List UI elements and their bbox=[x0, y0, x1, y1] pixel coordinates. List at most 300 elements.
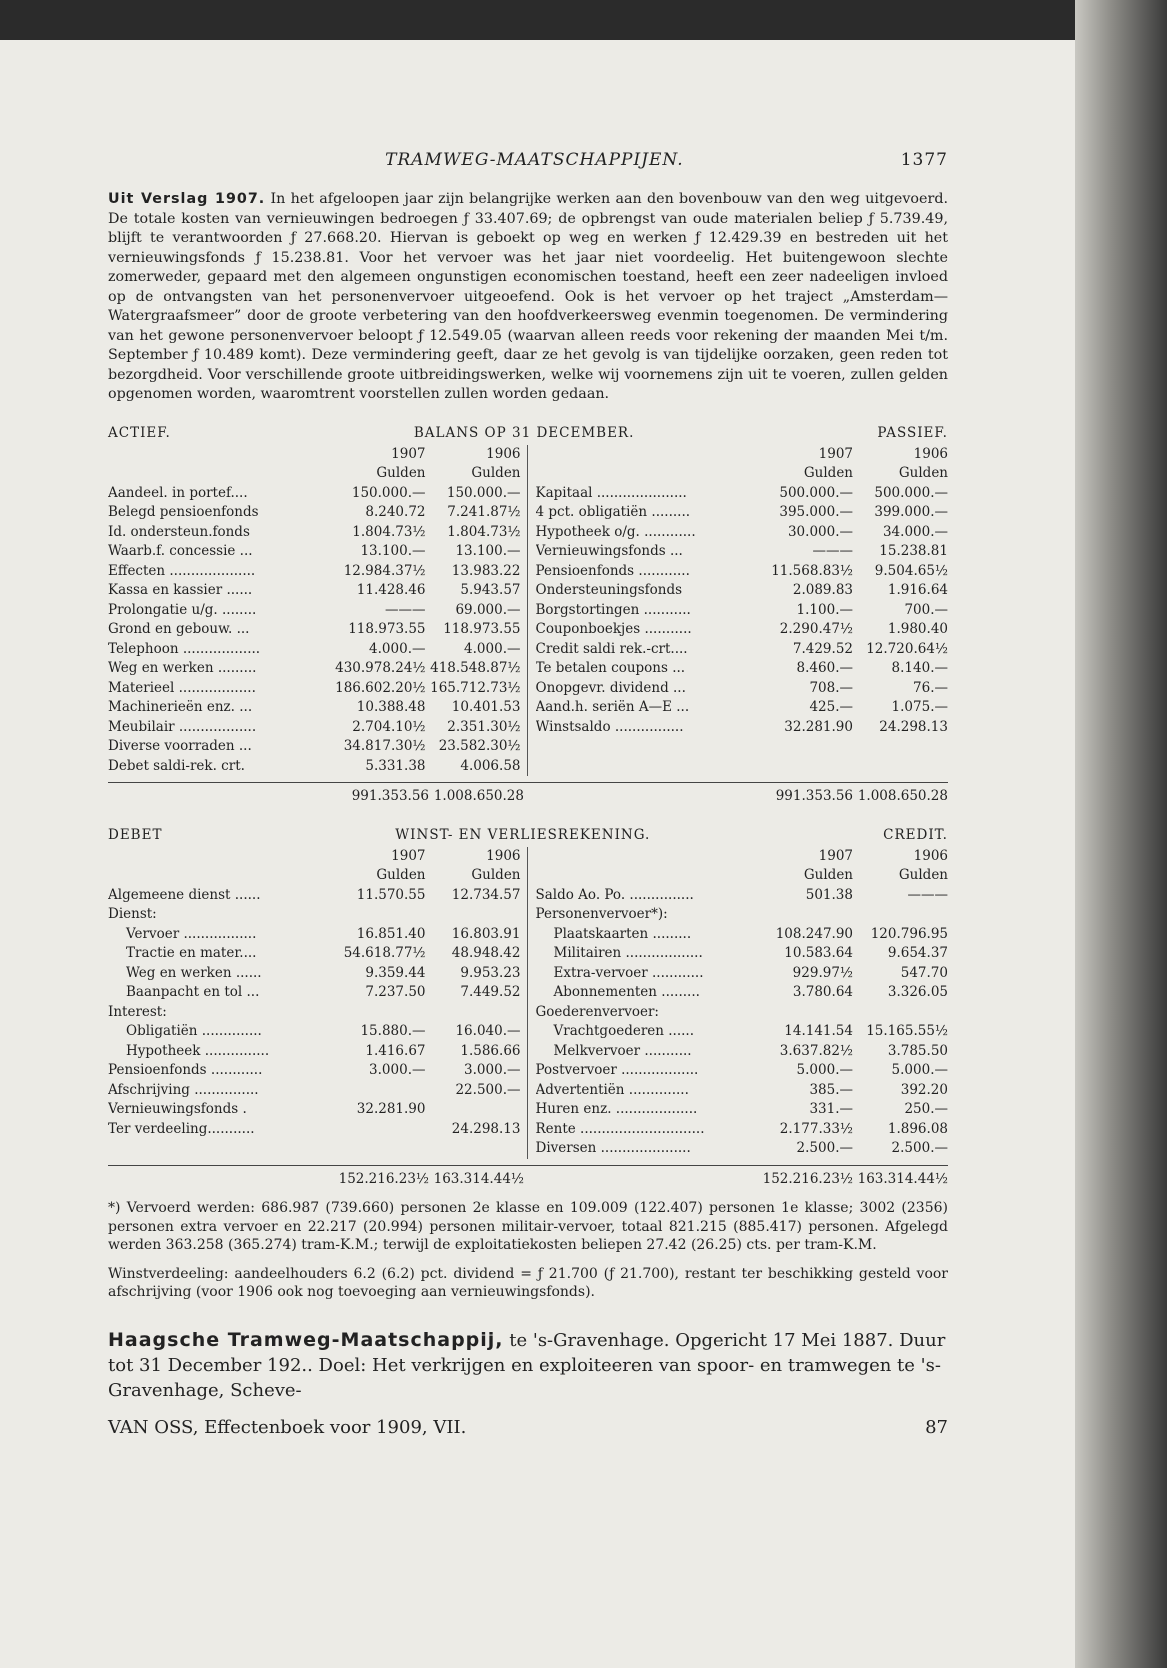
value-1906: 10.401.53 bbox=[451, 699, 521, 715]
value-1906: 7.449.52 bbox=[460, 984, 521, 1000]
value-1907 bbox=[331, 1120, 426, 1140]
footnote: *) Vervoerd werden: 686.987 (739.660) personen 2e klasse en 109.009 (122.407) personen 1e klasse; 3002 (2356) personen extra vervoer en 22.217 (20.994) personen militair-vervoer, totaal 821.215 (885.417) personen. Afgelegd werden 363.258 (365.274) tram-K.M.; terwijl de exploitatiekosten beliepen 27.42 (26.25) cts. per tram-K.M. bbox=[108, 1200, 948, 1253]
value-1906 bbox=[426, 1100, 521, 1120]
spacer bbox=[108, 1170, 334, 1190]
table-row bbox=[536, 659, 949, 679]
value-1907: 385.— bbox=[809, 1081, 853, 1098]
total-1906: 1.008.650.28 bbox=[433, 788, 524, 804]
value-1907: 11.570.55 bbox=[356, 886, 426, 903]
value-1906: 15.165.55½ bbox=[866, 1023, 948, 1039]
row-label: Hypotheek ............... bbox=[126, 1042, 270, 1059]
year-1906: 1906 bbox=[913, 445, 948, 462]
table-row bbox=[108, 484, 521, 504]
table-row bbox=[536, 1139, 949, 1159]
balance-totals bbox=[108, 782, 948, 807]
value-1906: 24.298.13 bbox=[451, 1120, 521, 1137]
value-1907: ——— bbox=[385, 601, 426, 618]
value-1907: 186.602.20½ bbox=[335, 679, 426, 696]
row-label: Debet saldi-rek. crt. bbox=[108, 757, 245, 774]
value-1906: 5.000.— bbox=[891, 1062, 948, 1078]
row-label: Melkvervoer ........... bbox=[553, 1042, 692, 1059]
row-label: Vervoer ................. bbox=[126, 925, 257, 942]
row-label: Abonnementen ......... bbox=[553, 984, 700, 1000]
row-label: Id. ondersteun.fonds bbox=[108, 523, 250, 540]
year-header bbox=[108, 445, 521, 465]
debet-title: DEBET bbox=[108, 826, 163, 843]
value-1907: 34.817.30½ bbox=[343, 738, 426, 754]
table-row bbox=[108, 737, 521, 757]
table-row bbox=[108, 542, 521, 562]
value-1907: 2.290.47½ bbox=[779, 621, 853, 637]
row-label: Weg en werken ......... bbox=[108, 660, 257, 676]
value-1907: 5.000.— bbox=[796, 1062, 853, 1078]
row-label: Rente ............................. bbox=[535, 1120, 705, 1137]
value-1907: 7.237.50 bbox=[365, 984, 426, 1000]
passief-column bbox=[528, 445, 949, 777]
table-row bbox=[108, 659, 521, 679]
value-1906 bbox=[426, 905, 521, 925]
spacer bbox=[108, 464, 331, 484]
row-label: Aand.h. seriën A—E ... bbox=[535, 699, 690, 715]
table-row bbox=[108, 886, 521, 906]
company-text: te 's-Gravenhage. Opgericht 17 Mei 1887. Duur tot 31 December 192.. Doel: Het verkrijgen en exploiteeren van spoor- en tramwegen te 's-Gravenhage, Scheve- bbox=[108, 1329, 946, 1401]
value-1906: 7.241.87½ bbox=[447, 504, 521, 520]
table-row bbox=[536, 1081, 949, 1101]
year-1907: 1907 bbox=[818, 847, 853, 864]
value-1907: 54.618.77½ bbox=[343, 945, 426, 961]
value-1907: 108.247.90 bbox=[775, 925, 853, 942]
row-label: Vernieuwingsfonds . bbox=[108, 1101, 247, 1117]
row-label: Obligatiën .............. bbox=[126, 1023, 262, 1039]
spacer bbox=[532, 1170, 758, 1190]
row-label: Personenvervoer*): bbox=[535, 906, 668, 922]
table-row bbox=[108, 1022, 521, 1042]
value-1907 bbox=[758, 905, 853, 925]
total-left bbox=[108, 787, 524, 807]
row-label: Telephoon .................. bbox=[108, 640, 261, 657]
credit-column bbox=[528, 847, 949, 1159]
row-label: Vrachtgoederen ...... bbox=[553, 1023, 694, 1039]
table-row bbox=[108, 757, 521, 777]
footer-source: VAN OSS, Effectenboek voor 1909, VII. bbox=[108, 1416, 467, 1438]
table-row bbox=[108, 640, 521, 660]
unit-header bbox=[536, 866, 949, 886]
value-1906: 3.326.05 bbox=[887, 984, 948, 1000]
table-row bbox=[536, 620, 949, 640]
value-1907: 331.— bbox=[809, 1101, 853, 1117]
table-row bbox=[536, 905, 949, 925]
value-1907: 10.583.64 bbox=[784, 945, 853, 961]
value-1906: 3.785.50 bbox=[887, 1042, 948, 1059]
value-1906: 9.953.23 bbox=[460, 964, 521, 981]
row-label: Afschrijving ............... bbox=[108, 1081, 259, 1098]
row-label: Borgstortingen ........... bbox=[535, 601, 691, 618]
value-1906: 392.20 bbox=[900, 1081, 948, 1098]
value-1906: 5.943.57 bbox=[460, 582, 521, 598]
table-row bbox=[108, 964, 521, 984]
unit-label: Gulden bbox=[803, 867, 853, 883]
footer-number: 87 bbox=[925, 1416, 948, 1438]
row-label: Hypotheek o/g. ............ bbox=[535, 523, 696, 540]
table-row bbox=[108, 944, 521, 964]
value-1907: 8.240.72 bbox=[365, 504, 426, 520]
table-row bbox=[536, 1042, 949, 1062]
value-1906: 500.000.— bbox=[874, 484, 948, 501]
value-1906: 2.500.— bbox=[891, 1140, 948, 1156]
value-1906: 1.980.40 bbox=[887, 621, 948, 637]
row-label: Advertentiën .............. bbox=[535, 1081, 689, 1098]
table-row bbox=[536, 698, 949, 718]
value-1906: 34.000.— bbox=[882, 523, 948, 540]
value-1906: 12.734.57 bbox=[451, 886, 521, 903]
year-1906: 1906 bbox=[486, 445, 521, 462]
table-row bbox=[536, 562, 949, 582]
table-row bbox=[536, 983, 949, 1003]
value-1907: 1.100.— bbox=[796, 601, 853, 618]
row-label: Pensioenfonds ............ bbox=[535, 562, 690, 579]
table-row bbox=[108, 601, 521, 621]
value-1907: 2.704.10½ bbox=[352, 718, 426, 735]
table-row bbox=[536, 1022, 949, 1042]
table-row bbox=[536, 1120, 949, 1140]
value-1907: 1.804.73½ bbox=[352, 523, 426, 540]
debet-column bbox=[108, 847, 528, 1159]
spacer bbox=[536, 464, 759, 484]
intro-text: In het afgeloopen jaar zijn belangrijke werken aan den bovenbouw van den weg uitgevoerd. De totale kosten van vernieuwingen bedroegen ƒ 33.407.69; de opbrengst van oude materialen beliep ƒ 5.739.49, blijft te verantwoorden ƒ 27.668.20. Hiervan is geboekt op weg en werken ƒ 12.429.39 en bestreden uit het vernieuwingsfonds ƒ 15.238.81. Voor het vervoer was het jaar niet voordeelig. Het buitengewoon slechte zomerweder, gepaard met den algemeen ongunstigen economischen toestand, heeft een zeer nadeeligen invloed op de ontvangsten van het personenvervoer uitgeoefend. Ook is het vervoer op het traject „Amsterdam—Watergraafsmeer” door de groote verbetering van den hoofdverkeersweg evenmin toegenomen. De vermindering van het gewone personenvervoer beloopt ƒ 12.549.05 (waarvan alleen reeds voor rekening der maanden Mei t/m. September ƒ 10.489 komt). Deze vermindering geeft, daar ze het gevolg is van tijdelijke oorzaken, geen reden tot bezorgdheid. Voor verschillende groote uitbreidingswerken, welke wij voornemens zijn uit te voeren, zullen gelden opgenomen worden, waaromtrent voorstellen zullen worden gedaan. bbox=[108, 191, 949, 402]
unit-label: Gulden bbox=[471, 465, 521, 481]
value-1907: 2.089.83 bbox=[792, 582, 853, 598]
value-1907 bbox=[758, 1003, 853, 1023]
row-label: Postvervoer .................. bbox=[535, 1062, 699, 1078]
value-1906: 3.000.— bbox=[464, 1062, 521, 1078]
value-1907: 32.281.90 bbox=[356, 1101, 426, 1117]
value-1907: 12.984.37½ bbox=[343, 562, 426, 579]
credit-title: CREDIT. bbox=[883, 826, 948, 843]
spacer bbox=[536, 847, 759, 867]
book-edge bbox=[1075, 0, 1167, 1668]
value-1906: 547.70 bbox=[900, 964, 948, 981]
spacer bbox=[536, 866, 759, 886]
row-label: Prolongatie u/g. ........ bbox=[108, 601, 257, 618]
winst-title: WINST- EN VERLIESREKENING. bbox=[395, 826, 651, 843]
value-1907: 5.331.38 bbox=[365, 757, 426, 774]
row-label: Saldo Ao. Po. ............... bbox=[535, 886, 694, 903]
profit-loss bbox=[108, 827, 948, 1190]
unit-header bbox=[108, 866, 521, 886]
spacer bbox=[108, 866, 331, 886]
value-1906: 2.351.30½ bbox=[447, 718, 521, 735]
value-1906 bbox=[853, 1003, 948, 1023]
value-1906: 13.983.22 bbox=[451, 562, 521, 579]
value-1907: 501.38 bbox=[805, 886, 853, 903]
table-row bbox=[108, 983, 521, 1003]
value-1907: 11.568.83½ bbox=[771, 562, 853, 579]
value-1906: 4.006.58 bbox=[460, 757, 521, 774]
value-1906: 700.— bbox=[904, 601, 948, 618]
table-row bbox=[108, 503, 521, 523]
spacer bbox=[536, 445, 759, 465]
row-label: Kassa en kassier ...... bbox=[108, 582, 253, 598]
value-1907: 3.637.82½ bbox=[779, 1042, 853, 1059]
row-label: Te betalen coupons ... bbox=[535, 660, 686, 676]
table-row bbox=[536, 484, 949, 504]
unit-header bbox=[108, 464, 521, 484]
value-1907: 4.000.— bbox=[369, 640, 426, 657]
value-1906: 48.948.42 bbox=[451, 945, 521, 961]
table-row bbox=[536, 523, 949, 543]
table-row bbox=[108, 581, 521, 601]
value-1906: 399.000.— bbox=[874, 504, 948, 520]
year-1906: 1906 bbox=[486, 847, 521, 864]
passief-title: PASSIEF. bbox=[877, 424, 948, 441]
total-left bbox=[108, 1170, 524, 1190]
table-row bbox=[108, 698, 521, 718]
row-label: Meubilair .................. bbox=[108, 718, 257, 735]
table-row bbox=[108, 718, 521, 738]
value-1906: 8.140.— bbox=[891, 660, 948, 676]
spacer bbox=[532, 787, 758, 807]
value-1906: 9.504.65½ bbox=[874, 562, 948, 579]
total-1906: 1.008.650.28 bbox=[857, 788, 948, 804]
table-row bbox=[536, 944, 949, 964]
total-1907: 991.353.56 bbox=[351, 788, 429, 804]
table-row bbox=[536, 640, 949, 660]
page-number: 1377 bbox=[900, 150, 948, 170]
intro-paragraph bbox=[108, 190, 948, 405]
value-1906: 4.000.— bbox=[464, 640, 521, 657]
table-row bbox=[108, 562, 521, 582]
table-row bbox=[108, 1120, 521, 1140]
table-row bbox=[536, 925, 949, 945]
total-1906: 163.314.44½ bbox=[857, 1170, 948, 1187]
value-1906: 9.654.37 bbox=[887, 945, 948, 961]
value-1906: 1.916.64 bbox=[887, 582, 948, 598]
spacer bbox=[108, 787, 334, 807]
value-1907: 8.460.— bbox=[796, 660, 853, 676]
value-1906 bbox=[853, 905, 948, 925]
spacer bbox=[108, 445, 331, 465]
value-1907: 7.429.52 bbox=[792, 640, 853, 657]
value-1907: 425.— bbox=[809, 699, 853, 715]
row-label: Machinerieën enz. ... bbox=[108, 699, 253, 715]
row-label: Ter verdeeling........... bbox=[108, 1120, 255, 1137]
table-row bbox=[108, 1042, 521, 1062]
row-label: Onopgevr. dividend ... bbox=[535, 679, 686, 696]
table-row bbox=[536, 542, 949, 562]
value-1906 bbox=[426, 1003, 521, 1023]
value-1906: 120.796.95 bbox=[870, 925, 948, 942]
value-1907: 9.359.44 bbox=[365, 964, 426, 981]
row-label: Ondersteuningsfonds bbox=[535, 582, 683, 598]
value-1907: 16.851.40 bbox=[356, 925, 426, 942]
value-1907: 3.780.64 bbox=[792, 984, 853, 1000]
table-row bbox=[108, 1081, 521, 1101]
row-label: Credit saldi rek.-crt.... bbox=[535, 640, 688, 657]
value-1907: 13.100.— bbox=[360, 543, 426, 559]
row-label: Grond en gebouw. ... bbox=[108, 621, 250, 637]
value-1907: 3.000.— bbox=[369, 1062, 426, 1078]
value-1907: 118.973.55 bbox=[348, 621, 426, 637]
year-1906: 1906 bbox=[913, 847, 948, 864]
row-label: Baanpacht en tol ... bbox=[126, 984, 260, 1000]
total-right bbox=[524, 787, 948, 807]
row-label: Algemeene dienst ...... bbox=[108, 886, 261, 903]
unit-label: Gulden bbox=[376, 465, 426, 481]
winst-head bbox=[108, 827, 948, 843]
haagsche-entry bbox=[108, 1328, 948, 1403]
row-label: Vernieuwingsfonds ... bbox=[535, 543, 683, 559]
row-label: Goederenvervoer: bbox=[535, 1003, 659, 1020]
value-1907: 30.000.— bbox=[787, 523, 853, 540]
row-label: Diverse voorraden ... bbox=[108, 738, 252, 754]
value-1907: 395.000.— bbox=[779, 504, 853, 520]
table-row bbox=[536, 601, 949, 621]
page-footer bbox=[108, 1417, 948, 1438]
row-label: Aandeel. in portef.... bbox=[108, 484, 248, 501]
unit-label: Gulden bbox=[803, 465, 853, 481]
value-1906: 23.582.30½ bbox=[438, 738, 521, 754]
value-1907: 14.141.54 bbox=[784, 1023, 853, 1039]
value-1907: 10.388.48 bbox=[356, 699, 426, 715]
row-label: Pensioenfonds ............ bbox=[108, 1062, 263, 1078]
actief-column bbox=[108, 445, 528, 777]
value-1907: 2.177.33½ bbox=[779, 1120, 853, 1137]
value-1906: 1.586.66 bbox=[460, 1042, 521, 1059]
year-1907: 1907 bbox=[391, 847, 426, 864]
value-1906: 16.040.— bbox=[455, 1023, 521, 1039]
row-label: 4 pct. obligatiën ......... bbox=[535, 504, 691, 520]
value-1906: 15.238.81 bbox=[879, 543, 948, 559]
table-row bbox=[536, 1061, 949, 1081]
unit-label: Gulden bbox=[471, 867, 521, 883]
row-label: Diversen ..................... bbox=[535, 1140, 691, 1156]
page-title: TRAMWEG-MAATSCHAPPIJEN. bbox=[385, 150, 684, 170]
row-label: Plaatskaarten ......... bbox=[553, 925, 692, 942]
row-label: Kapitaal ..................... bbox=[535, 484, 687, 501]
table-row bbox=[108, 1061, 521, 1081]
value-1907: 32.281.90 bbox=[784, 718, 853, 735]
table-row bbox=[536, 1003, 949, 1023]
table-row bbox=[108, 905, 521, 925]
table-row bbox=[108, 925, 521, 945]
value-1906: 16.803.91 bbox=[451, 925, 521, 942]
year-1907: 1907 bbox=[818, 445, 853, 462]
spacer bbox=[108, 847, 331, 867]
value-1907: 1.416.67 bbox=[365, 1042, 426, 1059]
total-right bbox=[524, 1170, 948, 1190]
value-1907: 150.000.— bbox=[351, 484, 426, 501]
value-1906: 1.896.08 bbox=[887, 1120, 948, 1137]
table-row bbox=[536, 503, 949, 523]
row-label: Interest: bbox=[108, 1003, 167, 1020]
value-1907: 430.978.24½ bbox=[335, 660, 426, 676]
row-label: Couponboekjes ........... bbox=[535, 621, 692, 637]
intro-lead: Uit Verslag 1907. bbox=[108, 191, 266, 207]
table-row bbox=[108, 1100, 521, 1120]
value-1906: 22.500.— bbox=[455, 1081, 521, 1098]
value-1906: 12.720.64½ bbox=[866, 640, 948, 657]
table-row bbox=[536, 964, 949, 984]
year-header bbox=[108, 847, 521, 867]
balans-title: BALANS OP 31 DECEMBER. bbox=[413, 424, 635, 441]
total-1907: 152.216.23½ bbox=[762, 1170, 853, 1187]
value-1906: 69.000.— bbox=[455, 601, 521, 618]
year-1907: 1907 bbox=[391, 445, 426, 462]
unit-header bbox=[536, 464, 949, 484]
value-1906: 76.— bbox=[913, 679, 948, 696]
year-header bbox=[536, 847, 949, 867]
unit-label: Gulden bbox=[898, 867, 948, 883]
actief-title: ACTIEF. bbox=[108, 424, 171, 441]
value-1906: 1.804.73½ bbox=[447, 523, 521, 540]
table-row bbox=[108, 523, 521, 543]
row-label: Dienst: bbox=[108, 906, 157, 922]
row-label: Winstsaldo ................ bbox=[535, 718, 684, 735]
company-name: Haagsche Tramweg-Maatschappij, bbox=[108, 1328, 504, 1351]
value-1907 bbox=[331, 1003, 426, 1023]
value-1907: 708.— bbox=[809, 679, 853, 696]
balance-sheet bbox=[108, 425, 948, 807]
total-1907: 152.216.23½ bbox=[338, 1170, 429, 1187]
value-1907: 15.880.— bbox=[360, 1023, 426, 1039]
table-row bbox=[108, 679, 521, 699]
table-row bbox=[536, 581, 949, 601]
table-row bbox=[108, 1003, 521, 1023]
winstverdeeling: Winstverdeeling: aandeelhouders 6.2 (6.2) pct. dividend = ƒ 21.700 (ƒ 21.700), restant ter beschikking gesteld voor afschrijving (voor 1906 ook nog toevoeging aan vernieuwingsfonds). bbox=[108, 1265, 948, 1300]
value-1907: 2.500.— bbox=[796, 1140, 853, 1156]
running-head bbox=[108, 150, 948, 170]
row-label: Militairen .................. bbox=[553, 945, 703, 961]
total-1906: 163.314.44½ bbox=[433, 1170, 524, 1187]
balance-head bbox=[108, 425, 948, 441]
value-1906: 418.548.87½ bbox=[430, 660, 521, 676]
value-1907 bbox=[331, 905, 426, 925]
unit-label: Gulden bbox=[898, 465, 948, 481]
row-label: Materieel .................. bbox=[108, 679, 256, 696]
value-1906: 13.100.— bbox=[455, 543, 521, 559]
row-label: Belegd pensioenfonds bbox=[108, 504, 259, 520]
table-row bbox=[536, 886, 949, 906]
value-1907: 500.000.— bbox=[779, 484, 853, 501]
value-1906: 1.075.— bbox=[891, 699, 948, 715]
row-label: Effecten .................... bbox=[108, 562, 256, 579]
value-1907: 929.97½ bbox=[792, 964, 853, 981]
row-label: Waarb.f. concessie ... bbox=[108, 543, 253, 559]
year-header bbox=[536, 445, 949, 465]
total-1907: 991.353.56 bbox=[775, 788, 853, 804]
row-label: Extra-vervoer ............ bbox=[553, 964, 704, 981]
row-label: Huren enz. ................... bbox=[535, 1101, 698, 1117]
value-1906: 150.000.— bbox=[446, 484, 521, 501]
table-row bbox=[536, 1100, 949, 1120]
value-1906: 24.298.13 bbox=[879, 718, 948, 735]
unit-label: Gulden bbox=[376, 867, 426, 883]
table-row bbox=[536, 718, 949, 738]
winst-totals bbox=[108, 1165, 948, 1190]
value-1906: ——— bbox=[907, 886, 948, 903]
value-1907 bbox=[331, 1081, 426, 1101]
value-1906: 250.— bbox=[904, 1101, 948, 1117]
table-row bbox=[108, 620, 521, 640]
value-1907: 11.428.46 bbox=[356, 582, 426, 598]
value-1906: 165.712.73½ bbox=[430, 679, 521, 696]
row-label: Weg en werken ...... bbox=[126, 964, 262, 981]
value-1906: 118.973.55 bbox=[443, 621, 521, 637]
table-row bbox=[536, 679, 949, 699]
value-1907: ——— bbox=[812, 543, 853, 559]
content bbox=[108, 150, 948, 1438]
row-label: Tractie en mater.... bbox=[126, 945, 257, 961]
